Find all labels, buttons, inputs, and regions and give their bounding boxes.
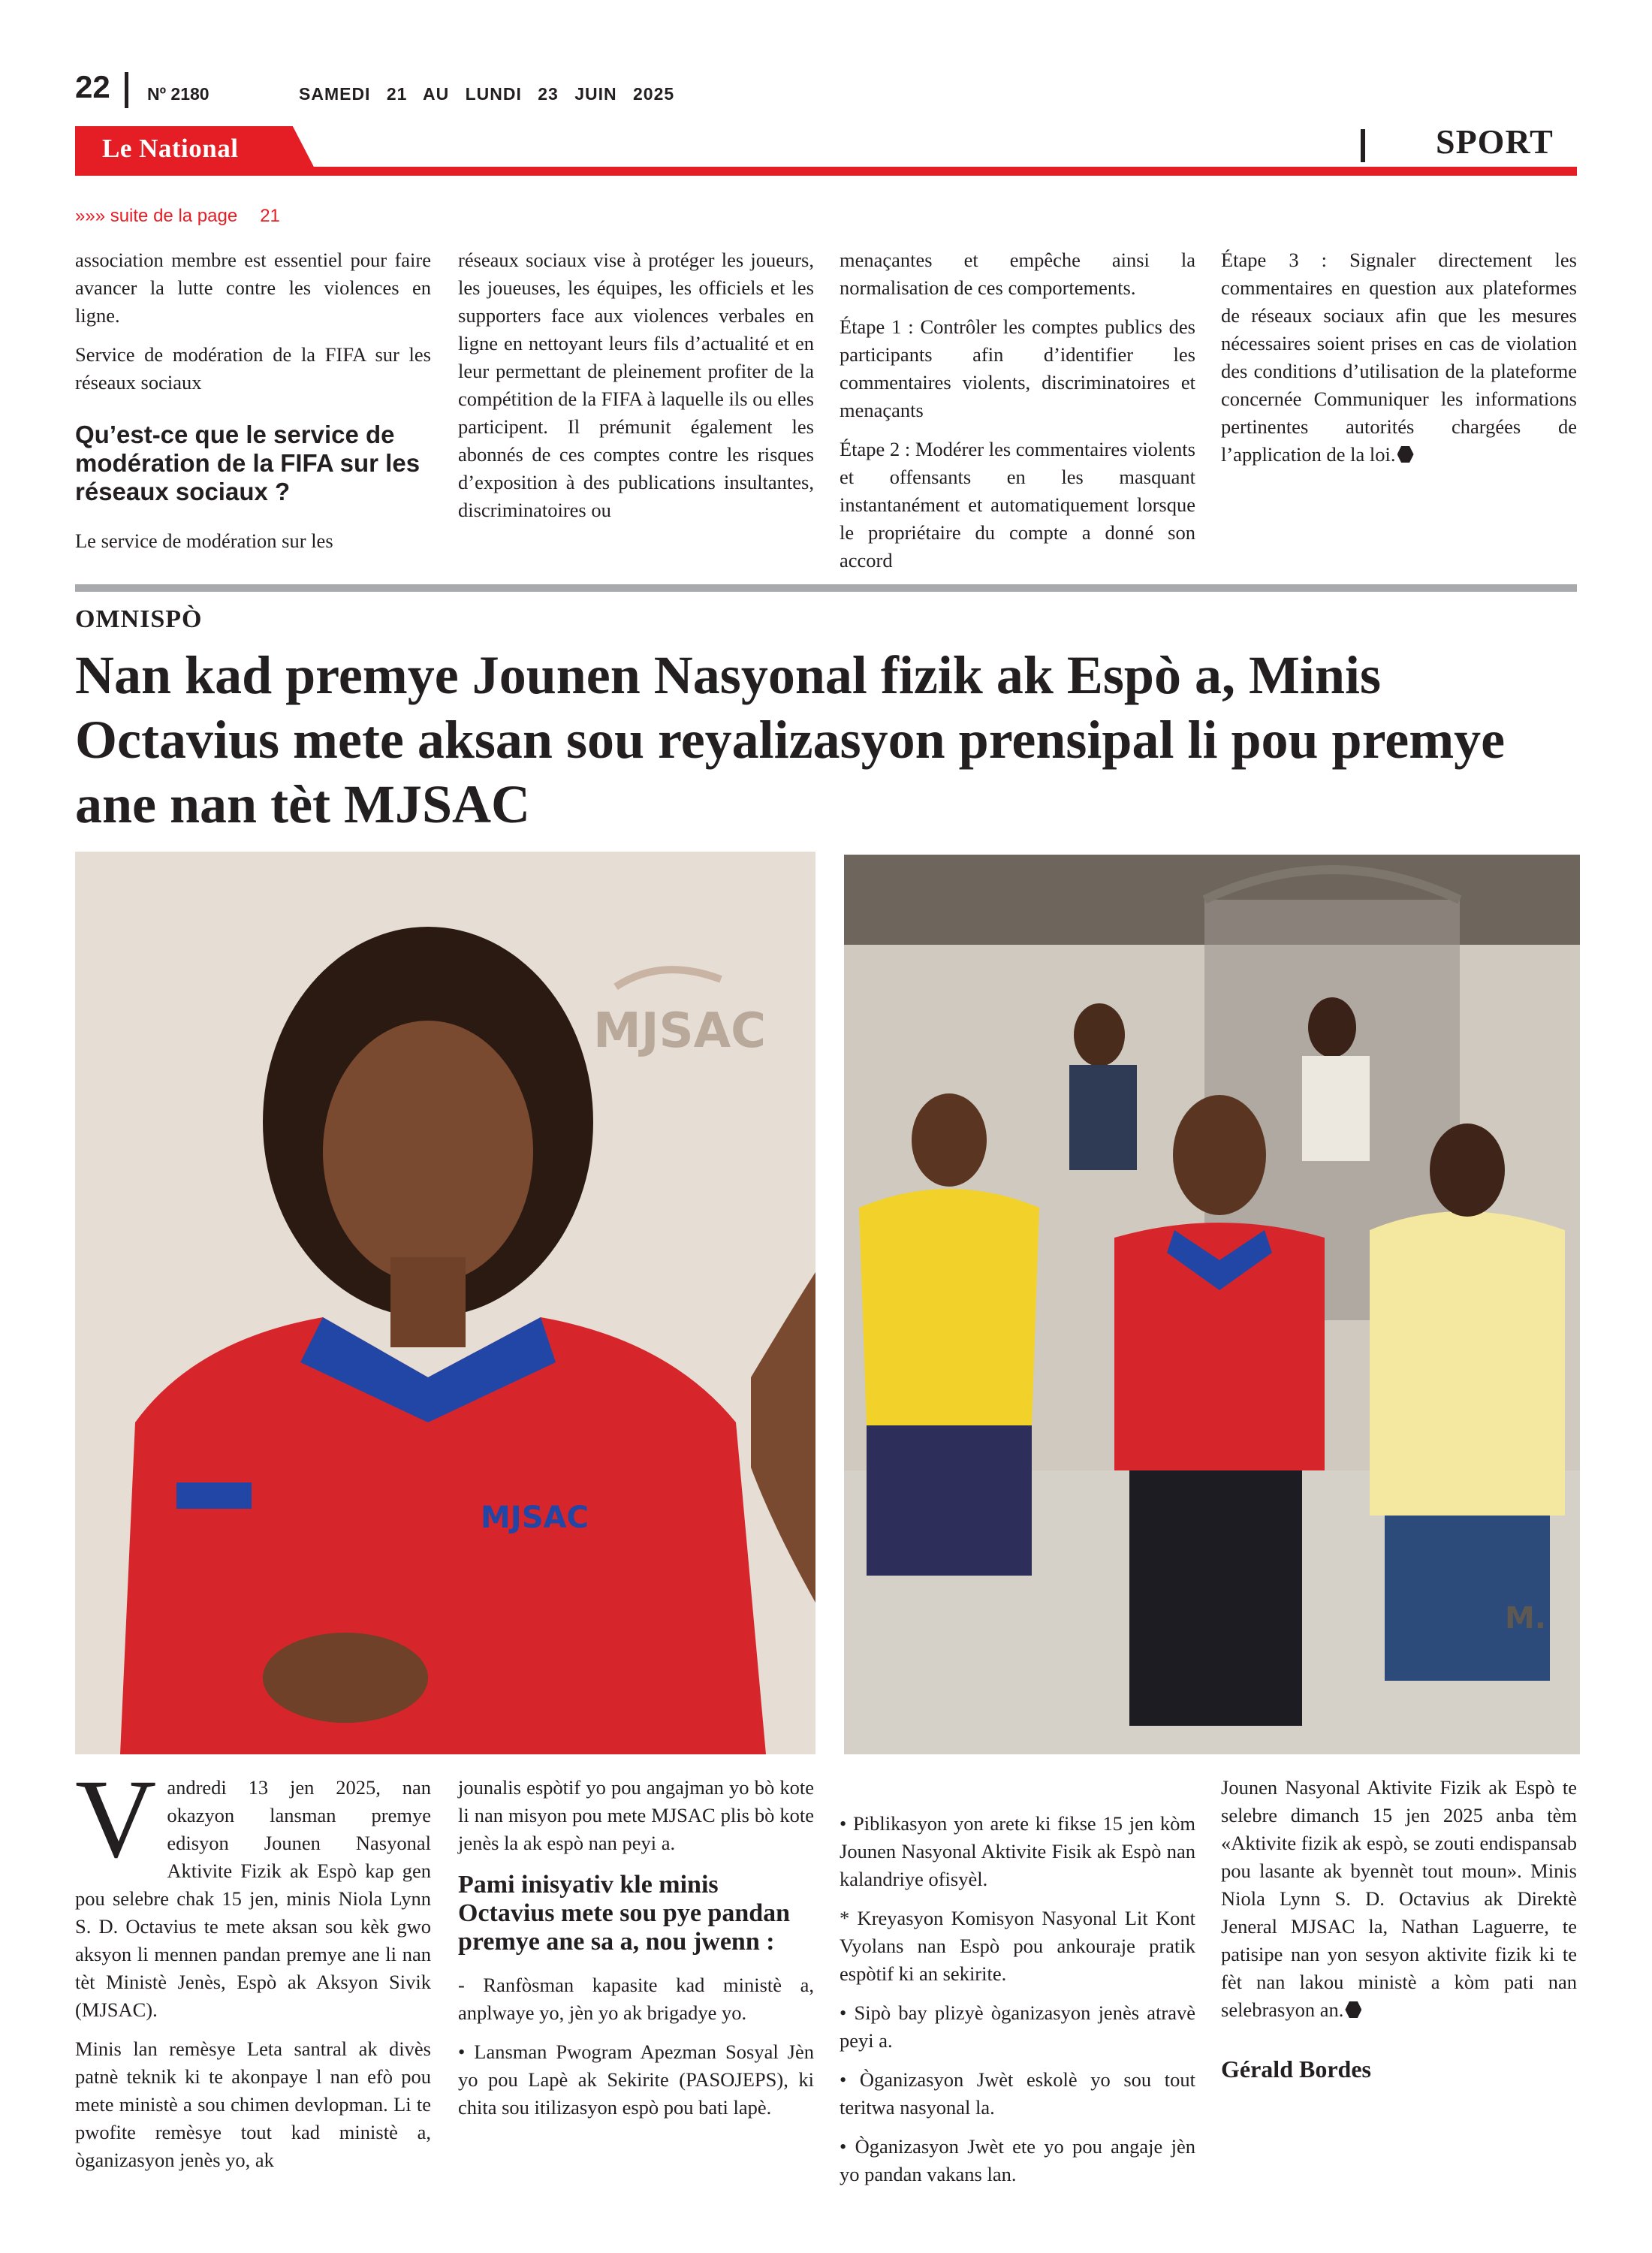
paragraph-text: Jounen Nasyonal Aktivite Fizik ak Espò te selebre dimanch 15 jen 2025 anba tèm «Aktivite fizik ak espò, se zouti endispansab pou lasante ak byennèt tout moun». Minis Niola Lynn S. D. Octavius ak Direktè Jeneral MJSAC la, Nathan Laguerre, te patisipe nan yon sesyon aktivite fizik ki te fèt nan lakou ministè a kòm pati nan selebrasyon an. — [1221, 1776, 1577, 2021]
list-item: • Piblikasyon yon arete ki fikse 15 jen kòm Jounen Nasyonal Aktivite Fisik ak Espò nan kalandriye ofisyèl. — [840, 1812, 1195, 1890]
section-label: SPORT — [1436, 122, 1554, 161]
paragraph: Le service de modération sur les — [75, 529, 333, 552]
paragraph: jounalis espòtif yo pou angajman yo bò kote li nan misyon pou mete MJSAC plis bò kote jenès la ak espò nan peyi a. — [458, 1776, 814, 1854]
article-column-2 — [458, 1774, 814, 2133]
list-item: • Lansman Pwogram Apezman Sosyal Jèn yo pou Lapè ak Sekirite (PASOJEPS), ki chita sou itilizasyon espò pou bati lapè. — [458, 2040, 814, 2119]
page-number: 22 — [75, 69, 110, 104]
article-divider — [75, 584, 1577, 592]
list-item: • Òganizasyon Jwèt ete yo pou angaje jèn yo pandan vakans lan. — [840, 2135, 1195, 2185]
article-kicker: OMNISPÒ — [75, 605, 203, 633]
paragraph-text: Étape 3 : Signaler directement les commentaires en question aux plateformes de réseaux sociaux afin que les mesures nécessaires soient prises en cas de violation des conditions d’utilisation de la plateforme concernée Communiquer les informations pertinentes autorités chargées de l’application de la loi. — [1221, 249, 1577, 466]
section-divider — [1361, 129, 1365, 162]
photo-backdrop-logo: MJSAC — [593, 1003, 767, 1059]
continued-note — [75, 206, 280, 227]
activity-session-photo — [844, 855, 1580, 1754]
prev-article-column-3 — [840, 246, 1195, 586]
end-of-article-icon — [1345, 2001, 1361, 2018]
subheading: Qu’est-ce que le service de modération de la FIFA sur les réseaux sociaux ? — [75, 421, 421, 505]
lead-text: andredi 13 jen 2025, nan okazyon lansman premye edisyon Jounen Nasyonal Aktivite Fizik ak Espò kap gen pou selebre chak 15 jen, minis Niola Lynn S. D. Octavius te mete aksan sou kèk gwo aksyon li mennen pandan premye ane li nan tèt Ministè Jenès, Espò ak Aksyon Sivik (MJSAC). — [75, 1776, 431, 2021]
list-item: - Ranfòsman kapasite kad ministè a, anplwaye yo, jèn yo ak brigadye yo. — [458, 1974, 814, 2024]
prev-article-column-2 — [458, 246, 814, 535]
list-item: • Sipò bay plizyè òganizasyon jenès atravè peyi a. — [840, 2001, 1195, 2052]
end-of-article-icon — [1397, 446, 1414, 463]
paragraph: menaçantes et empêche ainsi la normalisation de ces comportements. — [840, 249, 1195, 299]
article-headline: Nan kad premye Jounen Nasyonal fizik ak Espò a, Minis Octavius mete aksan sou reyalizasyon prensipal li pou premye ane nan tèt MJSAC — [75, 645, 1506, 834]
paragraph: association membre est essentiel pour faire avancer la lutte contre les violences en ligne. — [75, 249, 431, 327]
lead-paragraph — [75, 1757, 431, 2024]
paragraph: réseaux sociaux vise à protéger les joueurs, les joueuses, les équipes, les officiels et les supporters face aux violences verbales en ligne en nettoyant leurs fils d’actualité et en leur permettant de pleinement profiter de la compétition de la FIFA à laquelle ils ou elles participent. Il prémunit également les abonnés de ces comptes contre les risques d’exposition à des publications insultantes, discriminatoires ou — [458, 249, 814, 521]
paragraph — [1221, 246, 1577, 469]
newspaper-brand: Le National — [102, 134, 239, 163]
paragraph: Service de modération de la FIFA sur les réseaux sociaux — [75, 343, 431, 394]
continued-page: 21 — [260, 206, 280, 226]
article-column-4 — [1221, 1774, 1577, 2095]
minister-portrait-photo — [75, 852, 815, 1754]
prev-article-column-1 — [75, 246, 431, 566]
author-byline: Gérald Bordes — [1221, 2055, 1371, 2083]
list-item: • Òganizasyon Jwèt eskolè yo sou tout teritwa nasyonal la. — [840, 2068, 1195, 2119]
subheading: Pami inisyativ kle minis Octavius mete sou pye pandan premye ane sa a, nou jwenn : — [458, 1871, 791, 1956]
continued-prefix: »»» suite de la page — [75, 206, 238, 226]
paragraph: Minis lan remèsye Leta santral ak divès patnè teknik ki te akonpaye l nan efò pou mete ministè a sou chimen devlopman. Li te pwofite remèsye tout kad ministè a, òganizasyon jenès yo, ak — [75, 2037, 431, 2171]
photo-watermark: M. — [1505, 1601, 1546, 1636]
issue-number: Nº 2180 — [147, 84, 210, 104]
shirt-logo: MJSAC — [481, 1500, 589, 1535]
drop-cap: V — [75, 1757, 157, 1881]
paragraph — [1221, 1774, 1577, 2024]
issue-date: SAMEDI 21 AU LUNDI 23 JUIN 2025 — [299, 84, 675, 104]
list-item: * Kreyasyon Komisyon Nasyonal Lit Kont Vyolans nan Espò pou ankouraje pratik espòtif ki an sekirite. — [840, 1907, 1195, 1985]
prev-article-column-4 — [1221, 246, 1577, 480]
article-column-3 — [840, 1810, 1195, 2200]
article-column-1 — [75, 1757, 431, 2185]
page-number-divider — [125, 72, 128, 108]
paragraph: Étape 2 : Modérer les commentaires violents et offensants en les masquant instantanément et automatiquement lorsque le propriétaire du compte a donné son accord — [840, 438, 1195, 572]
paragraph: Étape 1 : Contrôler les comptes publics des participants afin d’identifier les commentaires violents, discriminatoires et menaçants — [840, 315, 1195, 421]
